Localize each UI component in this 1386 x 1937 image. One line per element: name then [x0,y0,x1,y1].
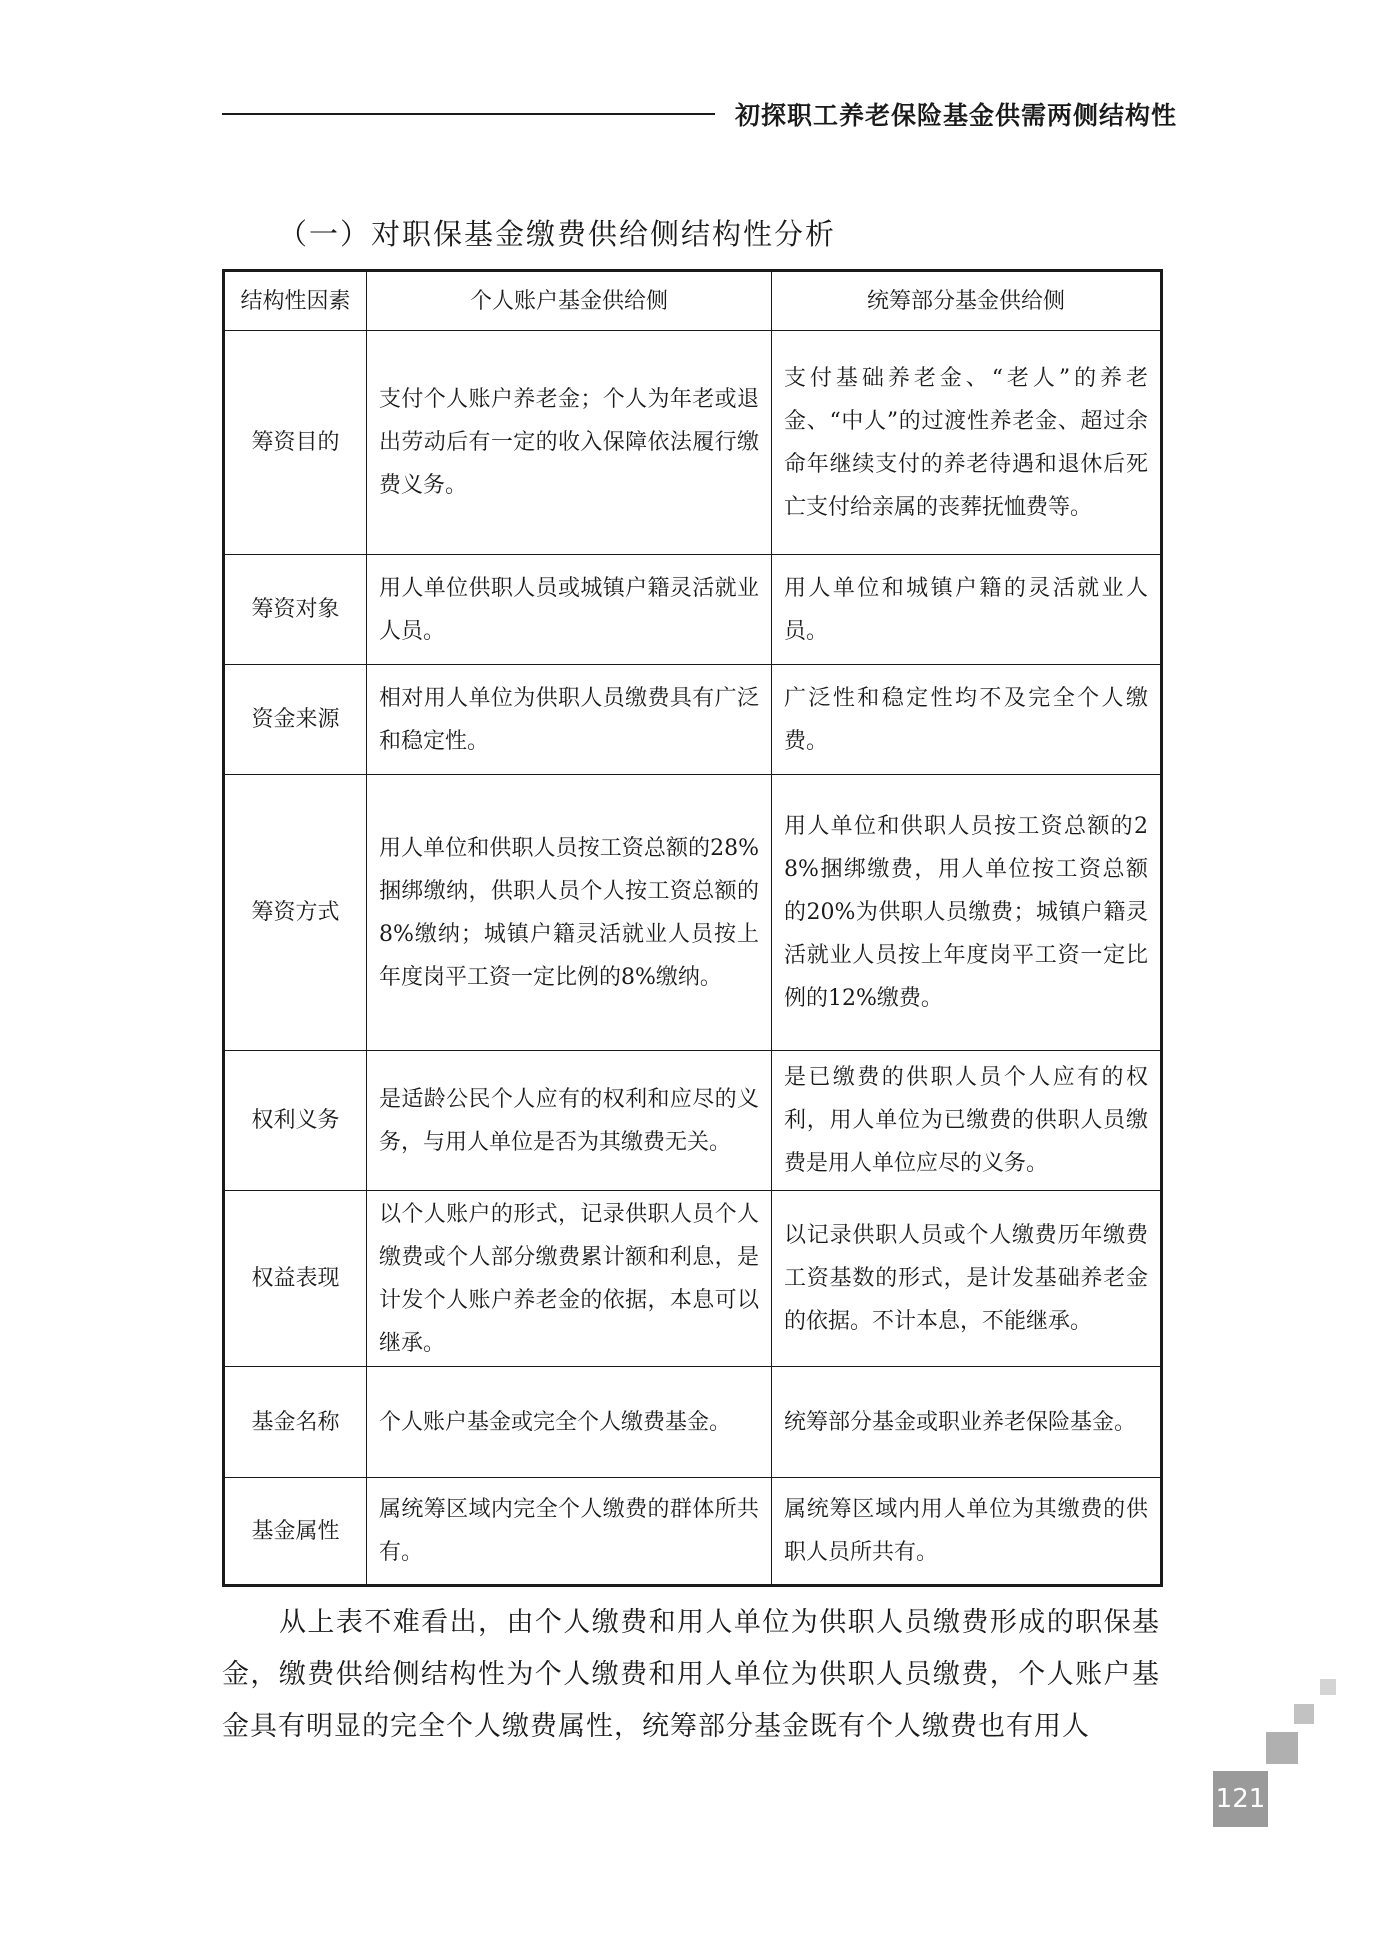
column-header-individual: 个人账户基金供给侧 [367,271,772,331]
row-factor: 筹资对象 [224,555,367,665]
table-row [224,1191,1162,1367]
row-factor: 基金名称 [224,1367,367,1478]
row-factor: 权益表现 [224,1191,367,1367]
section-heading: （一）对职保基金缴费供给侧结构性分析 [278,217,837,251]
row-individual-cell: 相对用人单位为供职人员缴费具有广泛和稳定性。 [367,665,772,775]
header-rule [222,113,715,115]
row-pooled-cell: 是已缴费的供职人员个人应有的权利，用人单位为已缴费的供职人员缴费是用人单位应尽的义务。 [772,1051,1162,1191]
row-individual-cell: 用人单位和供职人员按工资总额的28%捆绑缴纳，供职人员个人按工资总额的8%缴纳；城镇户籍灵活就业人员按上年度岗平工资一定比例的8%缴纳。 [367,775,772,1051]
row-factor: 基金属性 [224,1478,367,1586]
row-factor: 筹资目的 [224,331,367,555]
row-factor: 资金来源 [224,665,367,775]
table-row [224,775,1162,1051]
row-individual-cell: 属统筹区域内完全个人缴费的群体所共有。 [367,1478,772,1586]
column-header-factor: 结构性因素 [224,271,367,331]
row-factor: 权利义务 [224,1051,367,1191]
row-pooled-cell: 以记录供职人员或个人缴费历年缴费工资基数的形式，是计发基础养老金的依据。不计本息，不能继承。 [772,1191,1162,1367]
table-row [224,1478,1162,1586]
table-row [224,555,1162,665]
table-row [224,1051,1162,1191]
row-individual-cell: 以个人账户的形式，记录供职人员个人缴费或个人部分缴费累计额和利息，是计发个人账户养老金的依据，本息可以继承。 [367,1191,772,1367]
body-paragraph-text: 从上表不难看出，由个人缴费和用人单位为供职人员缴费形成的职保基金，缴费供给侧结构性为个人缴费和用人单位为供职人员缴费，个人账户基金具有明显的完全个人缴费属性，统筹部分基金既有个人缴费也有用人 [222,1607,1160,1742]
table-row [224,665,1162,775]
column-header-pooled: 统筹部分基金供给侧 [772,271,1162,331]
row-pooled-cell: 属统筹区域内用人单位为其缴费的供职人员所共有。 [772,1478,1162,1586]
table-row [224,1367,1162,1478]
page-number: 121 [1213,1771,1268,1827]
row-individual-cell: 个人账户基金或完全个人缴费基金。 [367,1367,772,1478]
row-pooled-cell: 用人单位和城镇户籍的灵活就业人员。 [772,555,1162,665]
table-row [224,331,1162,555]
row-individual-cell: 是适龄公民个人应有的权利和应尽的义务，与用人单位是否为其缴费无关。 [367,1051,772,1191]
corner-decoration-square [1294,1704,1314,1724]
corner-decoration-square [1266,1732,1298,1764]
row-pooled-cell: 用人单位和供职人员按工资总额的28%捆绑缴费，用人单位按工资总额的20%为供职人员缴费；城镇户籍灵活就业人员按上年度岗平工资一定比例的12%缴费。 [772,775,1162,1051]
comparison-table [222,269,1163,1587]
row-factor: 筹资方式 [224,775,367,1051]
row-pooled-cell: 统筹部分基金或职业养老保险基金。 [772,1367,1162,1478]
row-pooled-cell: 支付基础养老金、“老人”的养老金、“中人”的过渡性养老金、超过余命年继续支付的养老待遇和退休后死亡支付给亲属的丧葬抚恤费等。 [772,331,1162,555]
body-paragraph [222,1597,1160,1753]
corner-decoration-square [1320,1679,1336,1695]
row-individual-cell: 支付个人账户养老金；个人为年老或退出劳动后有一定的收入保障依法履行缴费义务。 [367,331,772,555]
row-individual-cell: 用人单位供职人员或城镇户籍灵活就业人员。 [367,555,772,665]
table-header-row [224,271,1162,331]
running-title: 初探职工养老保险基金供需两侧结构性 [735,101,1178,130]
row-pooled-cell: 广泛性和稳定性均不及完全个人缴费。 [772,665,1162,775]
